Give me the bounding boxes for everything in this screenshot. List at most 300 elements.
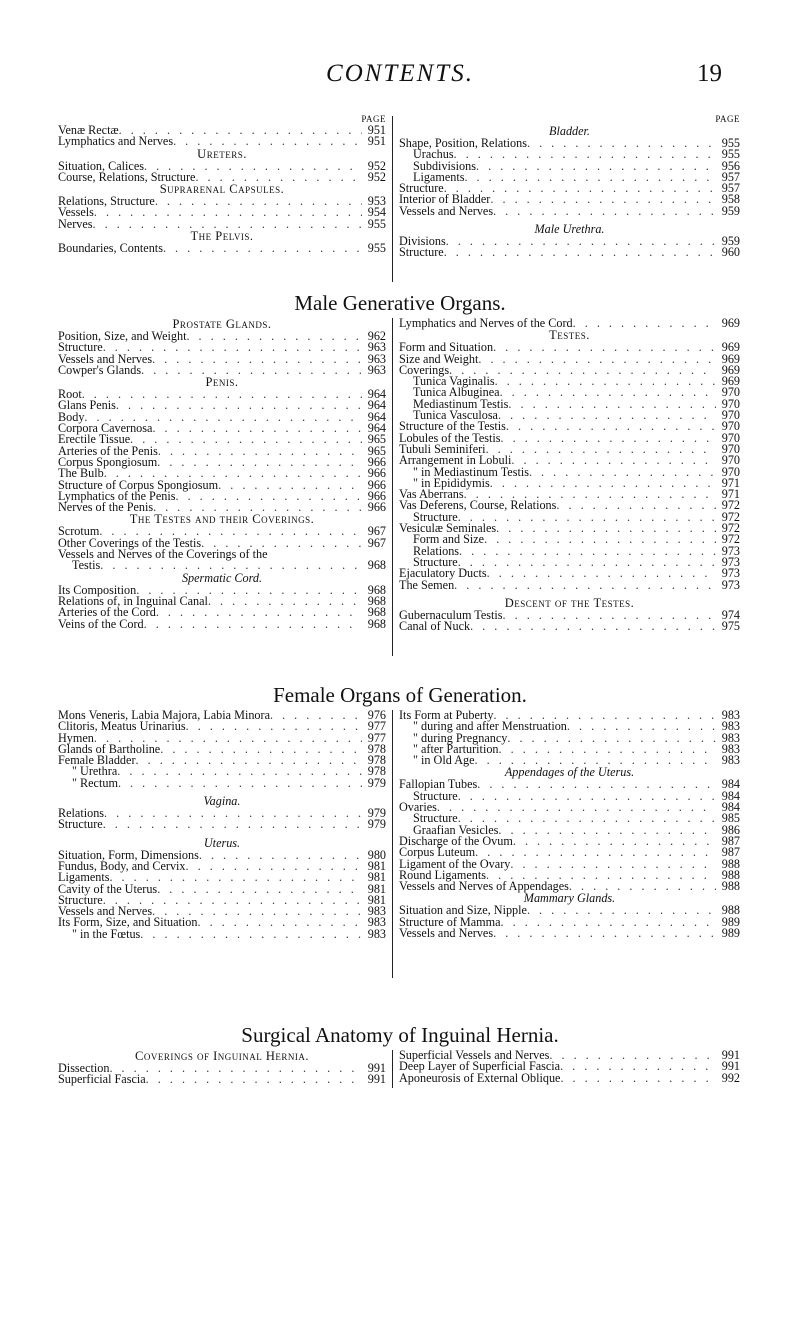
toc-entry-page: 965 — [367, 432, 386, 447]
dot-leader — [501, 917, 716, 928]
toc-entry-page: 969 — [721, 316, 740, 330]
toc-entry-title: " during and after Menstruation — [413, 719, 567, 734]
toc-entry — [58, 216, 386, 231]
dot-leader — [160, 744, 362, 755]
dot-leader — [152, 354, 362, 365]
toc-column-left — [58, 710, 386, 940]
dot-leader — [140, 929, 362, 940]
toc-entry-page: 979 — [367, 817, 386, 832]
toc-entry-title: " Rectum — [72, 775, 118, 790]
toc-entry — [399, 1070, 740, 1085]
toc-entry-page: 983 — [367, 926, 386, 941]
toc-entry-title: Structure — [58, 817, 103, 832]
dot-leader — [157, 884, 362, 895]
toc-entry-title: Vas Aberrans — [399, 487, 464, 502]
toc-entry-title: Structure — [413, 554, 458, 569]
toc-entry-title: Mons Veneris, Labia Majora, Labia Minora — [58, 708, 270, 722]
dot-leader — [175, 491, 362, 502]
toc-entry-title: Its Form, Size, and Situation — [58, 915, 198, 930]
toc-entry-title: Tunica Vaginalis — [413, 374, 495, 389]
toc-entry-title: Fundus, Body, and Cervix — [58, 858, 186, 873]
toc-entry-page: 985 — [721, 811, 740, 826]
toc-entry — [58, 243, 386, 254]
toc-entry-page: 964 — [367, 421, 386, 436]
toc-entry-page: 967 — [367, 535, 386, 550]
dot-leader — [459, 546, 716, 557]
dot-leader — [152, 423, 362, 434]
dot-leader — [475, 847, 716, 858]
dot-leader — [186, 331, 362, 342]
toc-entry-title: Hymen — [58, 730, 94, 745]
toc-entry-title: Ejaculatory Ducts — [399, 566, 487, 581]
toc-entry — [58, 549, 386, 560]
toc-entry-page: 968 — [367, 558, 386, 573]
column-divider — [392, 116, 393, 282]
dot-leader — [503, 610, 716, 621]
toc-column-right — [399, 710, 740, 939]
dot-leader — [478, 354, 716, 365]
toc-entry-title: " in the Fœtus — [72, 926, 141, 941]
toc-entry-title: Arteries of the Cord — [58, 605, 156, 620]
toc-entry-title: Relations of, in Inguinal Canal — [58, 593, 208, 608]
toc-entry — [399, 203, 740, 218]
toc-entry-page: 991 — [367, 1061, 386, 1075]
toc-entry-page: 972 — [721, 521, 740, 536]
toc-entry — [399, 318, 740, 329]
toc-entry-page: 968 — [367, 582, 386, 597]
dot-leader — [118, 778, 362, 789]
toc-entry-title: " in Epididymis — [413, 475, 490, 490]
dot-leader — [82, 389, 362, 400]
dot-leader — [567, 721, 716, 732]
dot-leader — [569, 881, 716, 892]
dot-leader — [458, 557, 716, 568]
page-header — [60, 60, 740, 90]
toc-entry-page: 972 — [721, 498, 740, 513]
toc-entry-title: Cowper's Glands — [58, 362, 142, 377]
toc-entry — [58, 169, 386, 184]
italic-subheading: Uterus. — [203, 835, 241, 850]
toc-entry — [58, 454, 386, 469]
dot-leader — [195, 172, 362, 183]
toc-column-right — [399, 1050, 740, 1084]
toc-entry-title: Interior of Bladder — [399, 192, 491, 207]
toc-entry-page: 965 — [367, 443, 386, 458]
dot-leader — [116, 400, 362, 411]
dot-leader — [163, 243, 362, 254]
toc-entry-title: Ligament of the Ovary — [399, 856, 511, 871]
toc-entry-title: " in Old Age — [413, 753, 475, 768]
toc-entry-title: Root — [58, 387, 82, 402]
toc-entry-page: 963 — [367, 351, 386, 366]
toc-entry-title: Superficial Vessels and Nerves — [399, 1048, 550, 1062]
toc-entry-title: Corpus Spongiosum — [58, 454, 158, 469]
column-divider — [392, 318, 393, 656]
toc-entry-page: 966 — [367, 466, 386, 481]
dot-leader — [141, 365, 362, 376]
dot-leader — [94, 207, 362, 218]
toc-column-left — [58, 318, 386, 630]
dot-leader — [560, 1073, 716, 1084]
toc-entry-page: 976 — [367, 708, 386, 722]
toc-entry-title: Veins of the Cord — [58, 616, 144, 631]
toc-entry-page: 955 — [721, 136, 740, 150]
toc-entry-title: Structure of Corpus Spongiosum — [58, 477, 219, 492]
toc-entry-title: Aponeurosis of External Oblique — [399, 1070, 561, 1085]
toc-entry-page: 983 — [721, 730, 740, 745]
toc-entry-page: 968 — [367, 593, 386, 608]
toc-entry-title: Relations — [413, 543, 460, 558]
dot-leader — [136, 755, 363, 766]
dot-leader — [506, 421, 716, 432]
dot-leader — [496, 523, 716, 534]
toc-entry-page: 969 — [721, 340, 740, 355]
toc-entry-page: 988 — [721, 867, 740, 882]
toc-entry-title: Discharge of the Ovum — [399, 833, 513, 848]
toc-entry-page: 977 — [367, 719, 386, 734]
toc-entry-title: Erectile Tissue — [58, 432, 131, 447]
dot-leader — [495, 376, 716, 387]
dot-leader — [130, 434, 362, 445]
toc-entry-page: 983 — [367, 915, 386, 930]
toc-column-left — [58, 114, 386, 254]
toc-entry — [58, 881, 386, 896]
toc-entry-page: 978 — [367, 764, 386, 779]
toc-entry-title: Glands of Bartholine — [58, 741, 161, 756]
dot-leader — [186, 861, 362, 872]
dot-leader — [197, 917, 362, 928]
toc-entry-page: 983 — [367, 904, 386, 919]
toc-entry-title: " after Parturition — [413, 741, 499, 756]
toc-entry-page: 987 — [721, 833, 740, 848]
toc-entry — [58, 721, 386, 732]
toc-entry-title: Clitoris, Meatus Urinarius — [58, 719, 186, 734]
toc-entry-title: Vas Deferens, Course, Relations — [399, 498, 557, 513]
toc-entry-title: Vessels and Nerves of the Coverings of the — [58, 547, 268, 562]
toc-entry-page: 959 — [721, 234, 740, 249]
toc-entry-page: 984 — [721, 788, 740, 803]
section-female — [58, 710, 740, 980]
dot-leader — [199, 850, 362, 861]
toc-entry-title: Fallopian Tubes — [399, 777, 478, 792]
toc-entry-title: Ligaments — [413, 169, 465, 184]
toc-entry-title: Glans Penis — [58, 398, 116, 413]
toc-entry-page: 955 — [367, 241, 386, 256]
subsection-heading: Testes. — [549, 328, 590, 343]
page-column-header: PAGE — [715, 114, 740, 124]
dot-leader — [117, 766, 362, 777]
subsection-heading: Suprarenal Capsules. — [159, 182, 285, 197]
toc-entry — [399, 928, 740, 939]
toc-entry — [58, 926, 386, 941]
toc-entry — [58, 1074, 386, 1085]
dot-leader — [458, 791, 716, 802]
toc-entry-page: 977 — [367, 730, 386, 745]
toc-entry-page: 952 — [367, 169, 386, 184]
dot-leader — [454, 580, 716, 591]
toc-entry-title: Structure — [58, 340, 103, 355]
dot-leader — [508, 399, 716, 410]
toc-entry-page: 983 — [721, 753, 740, 768]
toc-entry-page: 981 — [367, 858, 386, 873]
toc-entry-page: 970 — [721, 464, 740, 479]
dot-leader — [573, 318, 716, 329]
toc-entry — [399, 351, 740, 366]
italic-subheading: Appendages of the Uterus. — [504, 765, 635, 780]
toc-entry-title: Nerves — [58, 216, 93, 231]
toc-entry-page: 968 — [367, 605, 386, 620]
toc-column-left — [58, 1050, 386, 1086]
toc-entry-page: 979 — [367, 775, 386, 790]
toc-entry-title: Shape, Position, Relations — [399, 136, 527, 150]
toc-entry-title: Body — [58, 409, 85, 424]
subsection-heading: The Pelvis. — [190, 229, 254, 244]
toc-entry-title: Corpus Luteum — [399, 845, 476, 860]
dot-leader — [486, 444, 716, 455]
toc-entry-title: Structure — [413, 788, 458, 803]
toc-entry-page: 987 — [721, 845, 740, 860]
toc-entry — [399, 169, 740, 184]
dot-leader — [464, 172, 716, 183]
toc-entry-title: Vessels and Nerves — [58, 904, 153, 919]
toc-entry-title: Structure — [399, 181, 444, 196]
dot-leader — [476, 161, 716, 172]
toc-entry-title: Round Ligaments — [399, 867, 486, 882]
toc-entry-title: Size and Weight — [399, 351, 479, 366]
toc-entry-page: 964 — [367, 398, 386, 413]
toc-entry-page: 970 — [721, 396, 740, 411]
toc-entry-page: 966 — [367, 454, 386, 469]
page-number: 19 — [697, 60, 722, 87]
toc-entry-page: 973 — [721, 566, 740, 581]
italic-subheading: Bladder. — [549, 124, 590, 138]
dot-leader — [186, 721, 362, 732]
toc-entry-page: 953 — [367, 194, 386, 209]
dot-leader — [144, 619, 362, 630]
dot-leader — [501, 433, 717, 444]
toc-entry-page: 983 — [721, 719, 740, 734]
italic-subheading: Vagina. — [203, 794, 241, 809]
toc-entry-title: Relations, Structure — [58, 194, 155, 209]
toc-entry-page: 981 — [367, 870, 386, 885]
toc-entry-title: Relations — [58, 806, 105, 821]
toc-entry-page: 991 — [721, 1059, 740, 1074]
dot-leader — [493, 206, 716, 217]
toc-entry-title: " Urethra — [72, 764, 118, 779]
toc-entry-title: Form and Situation — [399, 340, 494, 355]
toc-entry-title: Lymphatics and Nerves of the Cord — [399, 316, 573, 330]
toc-entry-page: 951 — [367, 123, 386, 137]
toc-entry-title: Gubernaculum Testis — [399, 607, 503, 622]
toc-entry-page: 957 — [721, 169, 740, 184]
column-divider — [392, 1050, 393, 1088]
toc-entry-page: 981 — [367, 881, 386, 896]
toc-entry-title: Cavity of the Uterus — [58, 881, 158, 896]
section-surgical — [58, 1050, 740, 1090]
toc-entry-title: Scrotum — [58, 524, 100, 539]
dot-leader — [444, 247, 716, 258]
toc-entry-title: Corpora Cavernosa — [58, 421, 153, 436]
section-title-male: Male Generative Organs. — [294, 291, 506, 315]
toc-entry-page: 988 — [721, 879, 740, 894]
toc-entry-page: 964 — [367, 409, 386, 424]
section-title-surgical: Surgical Anatomy of Inguinal Hernia. — [241, 1023, 559, 1047]
toc-entry-page: 980 — [367, 847, 386, 862]
toc-entry-title: Position, Size, and Weight — [58, 329, 187, 343]
page-column-header: PAGE — [361, 114, 386, 124]
toc-entry-page: 983 — [721, 741, 740, 756]
toc-entry-page: 984 — [721, 800, 740, 815]
italic-subheading: Male Urethra. — [534, 222, 605, 237]
toc-entry-title: Other Coverings of the Testis — [58, 535, 202, 550]
toc-entry-page: 981 — [367, 892, 386, 907]
toc-entry-title: Tubuli Seminiferi — [399, 441, 486, 456]
toc-entry-page — [268, 549, 292, 560]
toc-entry-title: Vessels and Nerves — [399, 203, 494, 218]
toc-entry-page: 963 — [367, 340, 386, 355]
toc-entry-title: Urachus — [413, 147, 454, 162]
toc-entry-title: Structure of Mamma — [399, 914, 501, 929]
subsection-heading: Ureters. — [197, 146, 247, 161]
dot-leader — [493, 342, 716, 353]
toc-entry-page: 974 — [721, 607, 740, 622]
toc-entry-page: 991 — [721, 1048, 740, 1062]
dot-leader — [560, 1061, 716, 1072]
section-title-female: Female Organs of Generation. — [273, 683, 527, 707]
dot-leader — [513, 836, 716, 847]
toc-entry-page: 979 — [367, 806, 386, 821]
toc-entry — [399, 236, 740, 247]
toc-entry — [58, 136, 386, 147]
dot-leader — [109, 1063, 362, 1074]
toc-entry-page: 984 — [721, 777, 740, 792]
toc-entry — [399, 788, 740, 803]
toc-entry — [58, 775, 386, 790]
subsection-heading: Coverings of Inguinal Hernia. — [134, 1049, 310, 1063]
dot-leader — [475, 755, 716, 766]
toc-entry-page: 959 — [721, 203, 740, 218]
toc-entry-page: 968 — [367, 616, 386, 631]
dot-leader — [499, 744, 716, 755]
toc-entry-title: Course, Relations, Structure — [58, 169, 196, 184]
toc-entry-page: 964 — [367, 387, 386, 402]
toc-entry-page: 952 — [367, 158, 386, 173]
toc-entry-title: Vessels and Nerves — [58, 351, 153, 366]
toc-entry-page: 954 — [367, 205, 386, 220]
toc-entry-page: 971 — [721, 475, 740, 490]
toc-entry-title: Lymphatics of the Penis — [58, 488, 176, 503]
dot-leader — [527, 138, 716, 149]
dot-leader — [500, 387, 716, 398]
toc-entry — [58, 400, 386, 411]
toc-entry-page: 969 — [721, 362, 740, 377]
toc-entry-page: 988 — [721, 903, 740, 918]
toc-entry-title: Situation, Form, Dimensions — [58, 847, 199, 862]
toc-entry-page: 988 — [721, 856, 740, 871]
section-urinary — [58, 114, 740, 284]
section-male — [58, 318, 740, 658]
toc-entry — [58, 502, 386, 513]
page-title: CONTENTS. — [326, 60, 474, 87]
toc-entry-page: 972 — [721, 509, 740, 524]
dot-leader — [156, 607, 362, 618]
toc-entry-title: Boundaries, Contents — [58, 241, 163, 256]
toc-entry — [58, 560, 386, 571]
toc-entry-title: Structure of the Testis — [399, 419, 506, 434]
dot-leader — [490, 478, 716, 489]
toc-entry-title: Structure — [413, 509, 458, 524]
italic-subheading: Mammary Glands. — [523, 891, 616, 906]
toc-entry — [399, 577, 740, 592]
subsection-heading: The Testes and their Coverings. — [129, 512, 315, 527]
dot-leader — [153, 502, 362, 513]
toc-entry — [58, 196, 386, 207]
toc-entry-title: Graafian Vesicles — [413, 822, 499, 837]
toc-entry-title: Female Bladder — [58, 753, 136, 768]
dot-leader — [510, 859, 716, 870]
toc-entry-title: Arrangement in Lobuli — [399, 453, 512, 468]
toc-entry — [58, 362, 386, 377]
dot-leader — [490, 194, 716, 205]
toc-entry-page: 970 — [721, 419, 740, 434]
toc-entry — [58, 207, 386, 218]
dot-leader — [146, 1074, 362, 1085]
dot-leader — [556, 500, 716, 511]
dot-leader — [437, 802, 716, 813]
toc-entry-title: Its Form at Puberty — [399, 708, 494, 722]
toc-entry-title: Structure — [413, 811, 458, 826]
toc-entry-title: Tunica Albuginea — [413, 385, 500, 400]
toc-entry — [58, 616, 386, 631]
dot-leader — [270, 710, 362, 721]
dot-leader — [511, 455, 716, 466]
toc-entry-title: Testis — [72, 558, 101, 573]
dot-leader — [157, 457, 362, 468]
toc-entry-page: 960 — [721, 245, 740, 260]
toc-entry-title: Its Composition — [58, 582, 137, 597]
toc-entry-title: Ovaries — [399, 800, 437, 815]
toc-entry-page: 991 — [367, 1072, 386, 1087]
toc-entry-page: 978 — [367, 753, 386, 768]
toc-entry-page: 970 — [721, 430, 740, 445]
toc-entry-page: 973 — [721, 577, 740, 592]
dot-leader — [208, 596, 362, 607]
toc-entry-title: The Semen — [399, 577, 455, 592]
toc-entry-title: Nerves of the Penis — [58, 500, 154, 515]
toc-entry — [58, 819, 386, 830]
toc-entry-title: Structure — [399, 245, 444, 260]
toc-entry-page: 973 — [721, 543, 740, 558]
toc-entry-page: 975 — [721, 619, 740, 634]
toc-entry-page: 957 — [721, 181, 740, 196]
toc-entry-page: 970 — [721, 385, 740, 400]
toc-entry-title: " in Mediastinum Testis — [413, 464, 529, 479]
toc-entry-title: Lobules of the Testis — [399, 430, 501, 445]
toc-entry-title: The Bulb — [58, 466, 104, 481]
toc-entry-title: Vessels and Nerves of Appendages — [399, 879, 569, 894]
subsection-heading: Prostate Glands. — [172, 317, 272, 331]
dot-leader — [507, 733, 716, 744]
toc-entry-title: Vessels and Nerves — [399, 926, 494, 941]
toc-entry-title: " during Pregnancy — [413, 730, 508, 745]
toc-entry-title: Superficial Fascia — [58, 1072, 146, 1087]
toc-entry-title: Tunica Vasculosa — [413, 408, 498, 423]
toc-entry-title: Structure — [58, 892, 103, 907]
toc-entry-page: 951 — [367, 134, 386, 149]
toc-entry — [399, 247, 740, 258]
toc-entry — [399, 621, 740, 632]
toc-entry-page: 969 — [721, 351, 740, 366]
